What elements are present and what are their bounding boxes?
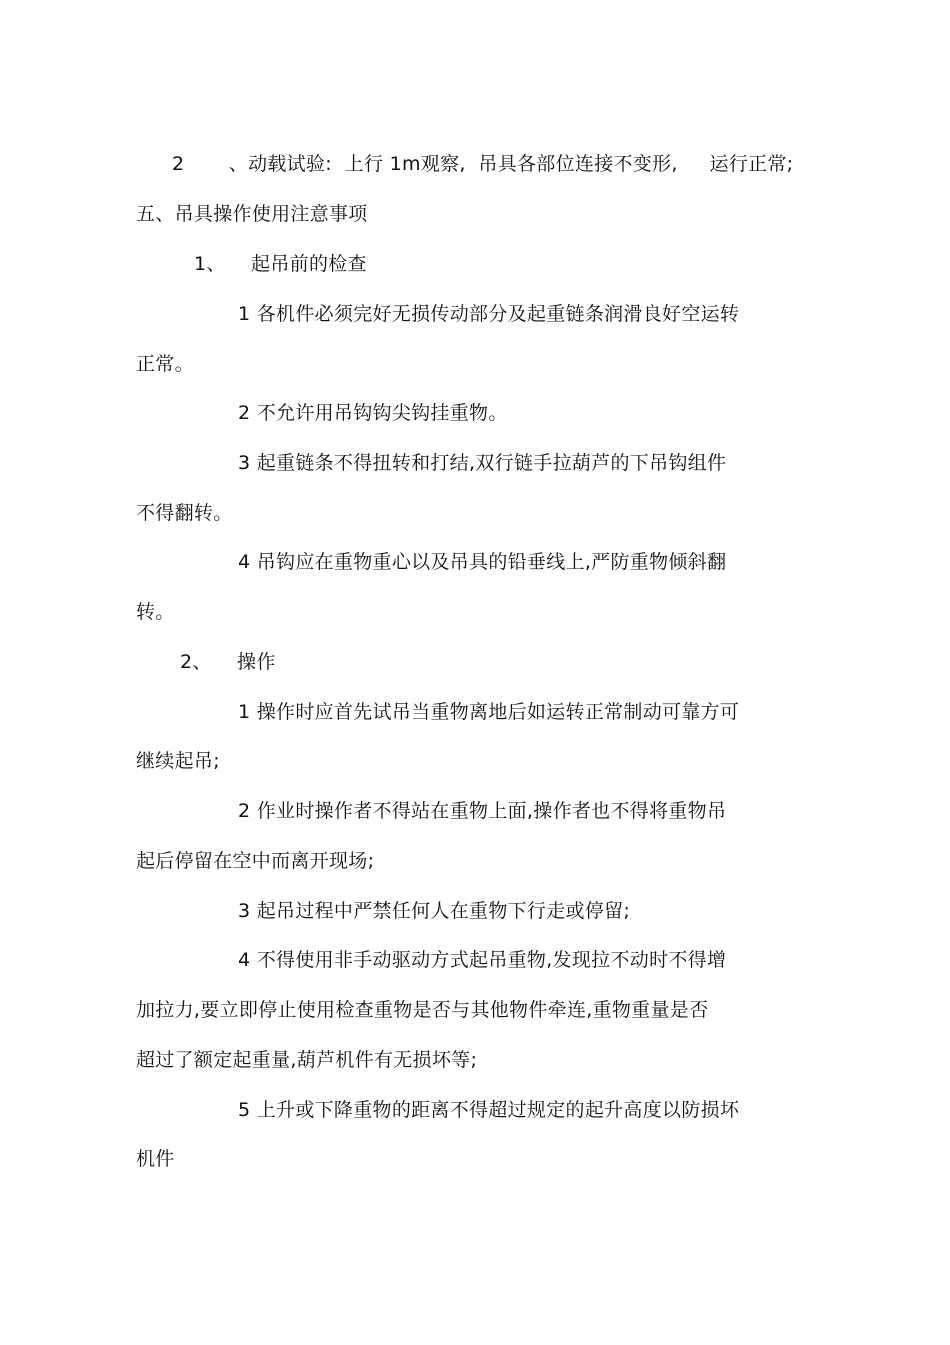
operation-item-1-line-1: 1 操作时应首先试吊当重物离地后如运转正常制动可靠方可 — [238, 701, 740, 723]
operation-item-3-line-1: 3 起吊过程中严禁任何人在重物下行走或停留; — [238, 900, 631, 922]
check-item-4-line-1: 4 吊钩应在重物重心以及吊具的铅垂线上,严防重物倾斜翻 — [238, 551, 727, 573]
check-item-1-line-2: 正常。 — [136, 353, 194, 375]
section-five-heading: 五、吊具操作使用注意事项 — [136, 203, 368, 225]
check-item-4-line-2: 转。 — [136, 601, 175, 623]
check-item-3-line-2: 不得翻转。 — [136, 502, 233, 524]
subsection-1-heading: 1、 起吊前的检查 — [194, 253, 367, 275]
operation-item-2-line-1: 2 作业时操作者不得站在重物上面,操作者也不得将重物吊 — [238, 800, 727, 822]
operation-item-1-line-2: 继续起吊; — [136, 750, 220, 772]
operation-item-4-line-3: 超过了额定起重量,葫芦机件有无损坏等; — [136, 1049, 478, 1071]
operation-item-4-line-2: 加拉力,要立即停止使用检查重物是否与其他物件牵连,重物重量是否 — [136, 999, 709, 1021]
check-item-1-line-1: 1 各机件必须完好无损传动部分及起重链条润滑良好空运转 — [238, 303, 740, 325]
dynamic-load-test-line: 2 、动载试验: 上行 1m观察, 吊具各部位连接不变形, 运行正常; — [172, 153, 794, 175]
subsection-2-heading: 2、 操作 — [180, 651, 276, 673]
operation-item-5-line-1: 5 上升或下降重物的距离不得超过规定的起升高度以防损坏 — [238, 1099, 740, 1121]
operation-item-2-line-2: 起后停留在空中而离开现场; — [136, 850, 375, 872]
operation-item-4-line-1: 4 不得使用非手动驱动方式起吊重物,发现拉不动时不得增 — [238, 949, 727, 971]
check-item-2-line-1: 2 不允许用吊钩钩尖钩挂重物。 — [238, 402, 508, 424]
operation-item-5-line-2: 机件 — [136, 1148, 175, 1170]
check-item-3-line-1: 3 起重链条不得扭转和打结,双行链手拉葫芦的下吊钩组件 — [238, 452, 727, 474]
